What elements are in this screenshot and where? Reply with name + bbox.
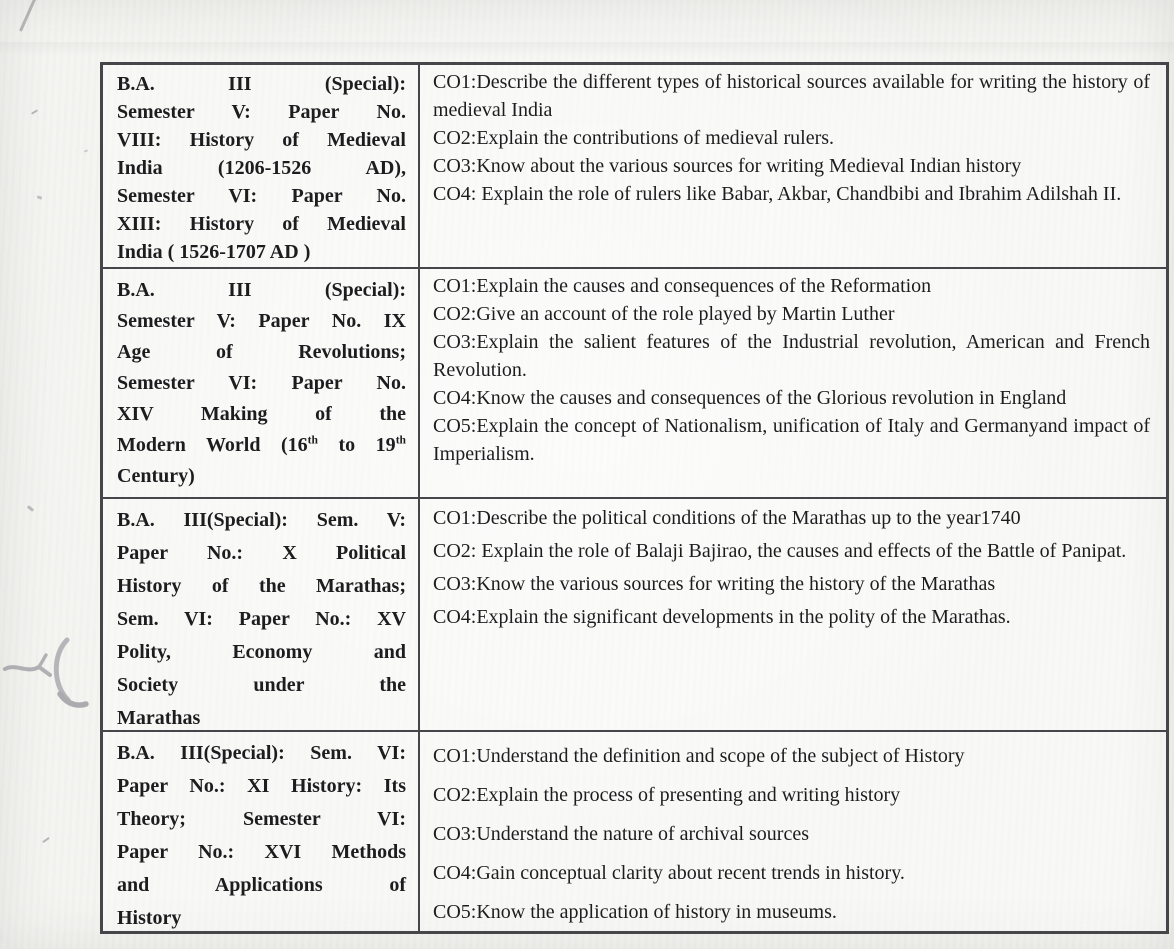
- scan-speckle: [42, 837, 50, 843]
- outcome-line: CO5:Know the application of history in museums.: [433, 901, 837, 923]
- course-title-line: Theory; Semester VI:: [117, 808, 406, 830]
- course-title-line: Society under the: [117, 674, 406, 696]
- outcome-line: CO2:Give an account of the role played by Martin Luther: [433, 303, 895, 325]
- outcome-line: CO1:Explain the causes and consequences of the Reformation: [433, 275, 932, 297]
- outcome-line: CO1:Understand the definition and scope of the subject of History: [433, 745, 965, 767]
- outcome-line: CO4:Know the causes and consequences of the Glorious revolution in England: [433, 387, 1067, 409]
- course-title-line: XIII: History of Medieval: [117, 213, 406, 235]
- outcome-line: CO3:Understand the nature of archival sources: [433, 823, 809, 845]
- course-title-line: B.A. III (Special):: [117, 279, 406, 301]
- scan-speckle: [31, 109, 38, 114]
- course-title-line: Modern World (16th to 19th: [117, 433, 406, 456]
- outcome-line: CO1:Describe the different types of historical sources available for writing the history of medieval India: [433, 71, 1150, 121]
- course-title-line: B.A. III(Special): Sem. V:: [117, 509, 406, 531]
- course-title-line: History: [117, 907, 182, 929]
- outcome-line: CO2:Explain the process of presenting and writing history: [433, 784, 901, 806]
- course-title-line: India ( 1526-1707 AD ): [117, 241, 311, 263]
- course-title-line: Sem. VI: Paper No.: XV: [117, 608, 406, 630]
- outcome-line: CO3:Know the various sources for writing the history of the Marathas: [433, 573, 996, 595]
- course-title-line: B.A. III(Special): Sem. VI:: [117, 742, 406, 764]
- outcome-line: CO1:Describe the political conditions of the Marathas up to the year1740: [433, 507, 1021, 529]
- course-cell: [103, 65, 420, 267]
- pencil-mark: [0, 622, 100, 717]
- course-title-line: Polity, Economy and: [117, 641, 406, 663]
- outcome-line: CO2:Explain the contributions of medieval rulers.: [433, 127, 835, 149]
- scan-shadow-band: [0, 42, 1174, 56]
- course-cell: [103, 499, 420, 730]
- course-title-line: Semester V: Paper No. IX: [117, 310, 406, 332]
- course-title-line: Marathas: [117, 707, 201, 729]
- scan-speckle: [27, 505, 34, 512]
- outcome-line: CO3:Explain the salient features of the Industrial revolution, American and French Revolution.: [433, 331, 1150, 381]
- scan-speckle: [84, 149, 88, 152]
- course-title-line: XIV Making of the: [117, 403, 406, 425]
- outcome-line: CO4: Explain the role of rulers like Babar, Akbar, Chandbibi and Ibrahim Adilshah II.: [433, 183, 1122, 205]
- course-title-line: Paper No.: XVI Methods: [117, 841, 406, 863]
- outcomes-cell: [420, 732, 1166, 931]
- table-row: [103, 269, 1166, 499]
- table-row: [103, 65, 1166, 269]
- course-outcomes-table: [100, 62, 1169, 934]
- course-title-line: Paper No.: XI History: Its: [117, 775, 406, 797]
- course-title-line: Age of Revolutions;: [117, 341, 406, 363]
- page-corner-crease: [0, 0, 38, 32]
- outcome-line: CO4:Explain the significant developments in the polity of the Marathas.: [433, 606, 1011, 628]
- course-cell: [103, 732, 420, 931]
- table-row: [103, 499, 1166, 732]
- outcomes-cell: [420, 499, 1166, 730]
- course-title-line: Century): [117, 465, 195, 487]
- course-title-line: Semester VI: Paper No.: [117, 185, 406, 207]
- course-title-line: History of the Marathas;: [117, 575, 406, 597]
- course-title-line: Semester VI: Paper No.: [117, 372, 406, 394]
- outcomes-cell: [420, 269, 1166, 497]
- course-title-line: and Applications of: [117, 874, 406, 896]
- course-title-line: Semester V: Paper No.: [117, 101, 406, 123]
- outcomes-cell: [420, 65, 1166, 267]
- table-row: [103, 732, 1166, 931]
- course-cell: [103, 269, 420, 497]
- scan-speckle: [37, 195, 43, 200]
- outcome-line: CO4:Gain conceptual clarity about recent trends in history.: [433, 862, 905, 884]
- outcome-line: CO2: Explain the role of Balaji Bajirao, the causes and effects of the Battle of Panipat.: [433, 540, 1127, 562]
- course-title-line: VIII: History of Medieval: [117, 129, 406, 151]
- course-title-line: B.A. III (Special):: [117, 73, 406, 95]
- course-title-line: Paper No.: X Political: [117, 542, 406, 564]
- outcome-line: CO5:Explain the concept of Nationalism, unification of Italy and Germanyand impact of Imperialism.: [433, 415, 1150, 465]
- outcome-line: CO3:Know about the various sources for writing Medieval Indian history: [433, 155, 1022, 177]
- course-title-line: India (1206-1526 AD),: [117, 157, 406, 179]
